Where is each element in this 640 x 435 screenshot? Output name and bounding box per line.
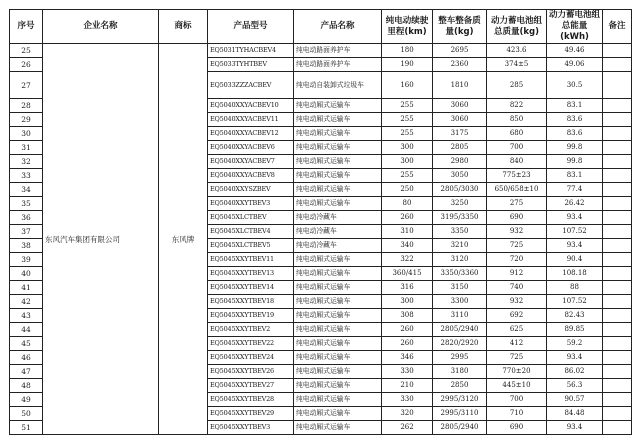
product-model: EQ5045XXYTBEV27	[208, 379, 294, 393]
row-index: 33	[10, 169, 43, 183]
battery-mass-value: 932	[487, 295, 547, 309]
battery-energy-value: 83.6	[547, 113, 603, 127]
product-name: 纯电动冷藏车	[294, 211, 382, 225]
mass-value: 3195/3350	[433, 211, 487, 225]
battery-energy-value: 99.8	[547, 155, 603, 169]
product-model: EQ5045XXYTBEV29	[208, 407, 294, 421]
battery-energy-value: 107.52	[547, 225, 603, 239]
range-value: 180	[382, 44, 433, 58]
note-cell	[603, 267, 632, 281]
product-name: 纯电动路面养护车	[294, 58, 382, 72]
battery-mass-value: 690	[487, 421, 547, 435]
battery-mass-value: 770±20	[487, 365, 547, 379]
mass-value: 3120	[433, 253, 487, 267]
mass-value: 2850	[433, 379, 487, 393]
table-row	[10, 44, 632, 58]
row-index: 27	[10, 72, 43, 99]
battery-energy-value: 82.43	[547, 309, 603, 323]
brand-cell: 东风牌	[159, 44, 208, 435]
row-index: 40	[10, 267, 43, 281]
note-cell	[603, 183, 632, 197]
range-value: 300	[382, 141, 433, 155]
product-model: EQ5045XLCTBEV	[208, 211, 294, 225]
header-mass: 整车整备质量(kg)	[433, 10, 487, 44]
row-index: 44	[10, 323, 43, 337]
range-value: 255	[382, 113, 433, 127]
mass-value: 2995/3110	[433, 407, 487, 421]
row-index: 50	[10, 407, 43, 421]
row-index: 38	[10, 239, 43, 253]
product-name: 纯电动厢式运输车	[294, 113, 382, 127]
row-index: 43	[10, 309, 43, 323]
mass-value: 3060	[433, 113, 487, 127]
mass-value: 3300	[433, 295, 487, 309]
battery-energy-value: 83.1	[547, 99, 603, 113]
battery-energy-value: 77.4	[547, 183, 603, 197]
battery-mass-value: 374±5	[487, 58, 547, 72]
mass-value: 1810	[433, 72, 487, 99]
range-value: 360/415	[382, 267, 433, 281]
battery-mass-value: 932	[487, 225, 547, 239]
header-product: 产品名称	[294, 10, 382, 44]
range-value: 260	[382, 211, 433, 225]
product-model: EQ5045XXYTBEV19	[208, 309, 294, 323]
range-value: 260	[382, 337, 433, 351]
range-value: 340	[382, 239, 433, 253]
row-index: 41	[10, 281, 43, 295]
battery-energy-value: 93.4	[547, 239, 603, 253]
range-value: 210	[382, 379, 433, 393]
note-cell	[603, 113, 632, 127]
mass-value: 2805/3030	[433, 183, 487, 197]
battery-mass-value: 740	[487, 281, 547, 295]
battery-mass-value: 690	[487, 211, 547, 225]
row-index: 51	[10, 421, 43, 435]
header-index: 序号	[10, 10, 43, 44]
battery-energy-value: 90.57	[547, 393, 603, 407]
battery-mass-value: 710	[487, 407, 547, 421]
battery-energy-value: 90.4	[547, 253, 603, 267]
battery-mass-value: 720	[487, 253, 547, 267]
battery-energy-value: 107.52	[547, 295, 603, 309]
range-value: 190	[382, 58, 433, 72]
header-model: 产品型号	[208, 10, 294, 44]
product-name: 纯电动厢式运输车	[294, 407, 382, 421]
battery-energy-value: 93.4	[547, 351, 603, 365]
mass-value: 3060	[433, 99, 487, 113]
product-name: 纯电动冷藏车	[294, 225, 382, 239]
note-cell	[603, 295, 632, 309]
note-cell	[603, 99, 632, 113]
mass-value: 3180	[433, 365, 487, 379]
product-model: EQ5040XXYACBEV7	[208, 155, 294, 169]
mass-value: 3350	[433, 225, 487, 239]
mass-value: 3110	[433, 309, 487, 323]
row-index: 42	[10, 295, 43, 309]
product-model: EQ5045XXYTBEV24	[208, 351, 294, 365]
mass-value: 2980	[433, 155, 487, 169]
product-model: EQ5045XLCTBEV5	[208, 239, 294, 253]
range-value: 80	[382, 197, 433, 211]
row-index: 34	[10, 183, 43, 197]
header-battery-mass: 动力蓄电池组总质量(kg)	[487, 10, 547, 44]
row-index: 32	[10, 155, 43, 169]
note-cell	[603, 211, 632, 225]
range-value: 310	[382, 225, 433, 239]
battery-mass-value: 680	[487, 127, 547, 141]
product-model: EQ5045XXYTBEV11	[208, 253, 294, 267]
product-model: EQ5045XXYTBEV26	[208, 365, 294, 379]
row-index: 46	[10, 351, 43, 365]
note-cell	[603, 239, 632, 253]
battery-mass-value: 285	[487, 72, 547, 99]
row-index: 31	[10, 141, 43, 155]
battery-mass-value: 850	[487, 113, 547, 127]
row-index: 49	[10, 393, 43, 407]
product-name: 纯电动厢式运输车	[294, 295, 382, 309]
battery-energy-value: 26.42	[547, 197, 603, 211]
battery-mass-value: 775±23	[487, 169, 547, 183]
company-cell: 东风汽车集团有限公司	[43, 44, 159, 435]
battery-mass-value: 412	[487, 337, 547, 351]
row-index: 26	[10, 58, 43, 72]
product-name: 纯电动厢式运输车	[294, 99, 382, 113]
battery-mass-value: 700	[487, 393, 547, 407]
mass-value: 2805/2940	[433, 421, 487, 435]
battery-energy-value: 108.18	[547, 267, 603, 281]
product-name: 纯电动厢式运输车	[294, 155, 382, 169]
product-name: 纯电动路面养护车	[294, 44, 382, 58]
note-cell	[603, 197, 632, 211]
product-name: 纯电动厢式运输车	[294, 169, 382, 183]
battery-energy-value: 49.06	[547, 58, 603, 72]
product-model: EQ5045XXYTBEV13	[208, 267, 294, 281]
battery-energy-value: 99.8	[547, 141, 603, 155]
table-body	[10, 44, 632, 435]
product-name: 纯电动厢式运输车	[294, 267, 382, 281]
mass-value: 3175	[433, 127, 487, 141]
note-cell	[603, 225, 632, 239]
battery-energy-value: 83.1	[547, 169, 603, 183]
battery-mass-value: 625	[487, 323, 547, 337]
range-value: 250	[382, 183, 433, 197]
mass-value: 2805/2940	[433, 323, 487, 337]
product-name: 纯电动厢式运输车	[294, 323, 382, 337]
header-range: 纯电动续驶里程(km)	[382, 10, 433, 44]
mass-value: 3350/3360	[433, 267, 487, 281]
mass-value: 2820/2920	[433, 337, 487, 351]
mass-value: 2360	[433, 58, 487, 72]
battery-energy-value: 56.3	[547, 379, 603, 393]
battery-energy-value: 49.46	[547, 44, 603, 58]
range-value: 255	[382, 169, 433, 183]
battery-mass-value: 423.6	[487, 44, 547, 58]
product-model: EQ5033ZZZACBEV	[208, 72, 294, 99]
product-name: 纯电动冷藏车	[294, 239, 382, 253]
note-cell	[603, 141, 632, 155]
product-name: 纯电动厢式运输车	[294, 337, 382, 351]
battery-mass-value: 700	[487, 141, 547, 155]
product-name: 纯电动厢式运输车	[294, 253, 382, 267]
battery-mass-value: 275	[487, 197, 547, 211]
product-name: 纯电动厢式运输车	[294, 351, 382, 365]
header-row	[10, 10, 632, 44]
product-model: EQ5040XXYSZBEV	[208, 183, 294, 197]
note-cell	[603, 379, 632, 393]
note-cell	[603, 58, 632, 72]
note-cell	[603, 253, 632, 267]
battery-mass-value: 725	[487, 351, 547, 365]
note-cell	[603, 351, 632, 365]
range-value: 346	[382, 351, 433, 365]
product-name: 纯电动厢式运输车	[294, 365, 382, 379]
note-cell	[603, 169, 632, 183]
note-cell	[603, 323, 632, 337]
range-value: 330	[382, 393, 433, 407]
row-index: 39	[10, 253, 43, 267]
row-index: 29	[10, 113, 43, 127]
mass-value: 3150	[433, 281, 487, 295]
battery-mass-value: 840	[487, 155, 547, 169]
range-value: 300	[382, 155, 433, 169]
row-index: 48	[10, 379, 43, 393]
battery-energy-value: 59.2	[547, 337, 603, 351]
range-value: 260	[382, 323, 433, 337]
product-name: 纯电动厢式运输车	[294, 309, 382, 323]
mass-value: 2995	[433, 351, 487, 365]
battery-mass-value: 445±10	[487, 379, 547, 393]
row-index: 37	[10, 225, 43, 239]
battery-mass-value: 822	[487, 99, 547, 113]
product-model: EQ5045XXYTBEV3	[208, 421, 294, 435]
product-model: EQ5040XXYACBEV8	[208, 169, 294, 183]
product-name: 纯电动厢式运输车	[294, 197, 382, 211]
row-index: 30	[10, 127, 43, 141]
note-cell	[603, 407, 632, 421]
row-index: 45	[10, 337, 43, 351]
battery-mass-value: 725	[487, 239, 547, 253]
product-name: 纯电动自装卸式垃圾车	[294, 72, 382, 99]
product-model: EQ5045XXYTBEV28	[208, 393, 294, 407]
mass-value: 2695	[433, 44, 487, 58]
product-name: 纯电动厢式运输车	[294, 183, 382, 197]
battery-energy-value: 93.4	[547, 421, 603, 435]
row-index: 35	[10, 197, 43, 211]
range-value: 330	[382, 365, 433, 379]
range-value: 320	[382, 407, 433, 421]
note-cell	[603, 393, 632, 407]
product-model: EQ5040XXYACBEV10	[208, 99, 294, 113]
note-cell	[603, 72, 632, 99]
product-model: EQ5040XXYTBEV3	[208, 197, 294, 211]
note-cell	[603, 421, 632, 435]
product-name: 纯电动厢式运输车	[294, 393, 382, 407]
range-value: 316	[382, 281, 433, 295]
product-model: EQ5045XXYTBEV2	[208, 323, 294, 337]
row-index: 25	[10, 44, 43, 58]
header-brand: 商标	[159, 10, 208, 44]
range-value: 300	[382, 295, 433, 309]
product-model: EQ5045XXYTBEV14	[208, 281, 294, 295]
mass-value: 3250	[433, 197, 487, 211]
note-cell	[603, 337, 632, 351]
product-name: 纯电动厢式运输车	[294, 281, 382, 295]
note-cell	[603, 155, 632, 169]
battery-energy-value: 30.5	[547, 72, 603, 99]
battery-mass-value: 912	[487, 267, 547, 281]
battery-mass-value: 692	[487, 309, 547, 323]
row-index: 36	[10, 211, 43, 225]
battery-energy-value: 89.85	[547, 323, 603, 337]
mass-value: 3210	[433, 239, 487, 253]
product-model: EQ5045XLCTBEV4	[208, 225, 294, 239]
product-model: EQ5040XXYACBEV12	[208, 127, 294, 141]
battery-energy-value: 84.48	[547, 407, 603, 421]
mass-value: 2995/3120	[433, 393, 487, 407]
range-value: 160	[382, 72, 433, 99]
range-value: 255	[382, 99, 433, 113]
range-value: 255	[382, 127, 433, 141]
battery-mass-value: 650/658±10	[487, 183, 547, 197]
product-model: EQ5031TYHACBEV4	[208, 44, 294, 58]
product-name: 纯电动厢式运输车	[294, 421, 382, 435]
battery-energy-value: 93.4	[547, 211, 603, 225]
battery-energy-value: 88	[547, 281, 603, 295]
battery-energy-value: 86.02	[547, 365, 603, 379]
header-company: 企业名称	[43, 10, 159, 44]
product-model: EQ5040XXYACBEV11	[208, 113, 294, 127]
product-model: EQ5033TYHTBEV	[208, 58, 294, 72]
note-cell	[603, 365, 632, 379]
product-model: EQ5045XXYTBEV22	[208, 337, 294, 351]
range-value: 262	[382, 421, 433, 435]
header-note: 备注	[603, 10, 632, 44]
battery-energy-value: 83.6	[547, 127, 603, 141]
product-model: EQ5040XXYACBEV6	[208, 141, 294, 155]
product-name: 纯电动厢式运输车	[294, 127, 382, 141]
range-value: 322	[382, 253, 433, 267]
header-battery-energy: 动力蓄电池组总能量(kWh)	[547, 10, 603, 44]
note-cell	[603, 281, 632, 295]
note-cell	[603, 309, 632, 323]
range-value: 308	[382, 309, 433, 323]
product-name: 纯电动厢式运输车	[294, 141, 382, 155]
vehicle-catalog-table	[9, 9, 632, 435]
mass-value: 2805	[433, 141, 487, 155]
note-cell	[603, 44, 632, 58]
row-index: 47	[10, 365, 43, 379]
mass-value: 3050	[433, 169, 487, 183]
product-name: 纯电动厢式运输车	[294, 379, 382, 393]
note-cell	[603, 127, 632, 141]
row-index: 28	[10, 99, 43, 113]
product-model: EQ5045XXYTBEV18	[208, 295, 294, 309]
